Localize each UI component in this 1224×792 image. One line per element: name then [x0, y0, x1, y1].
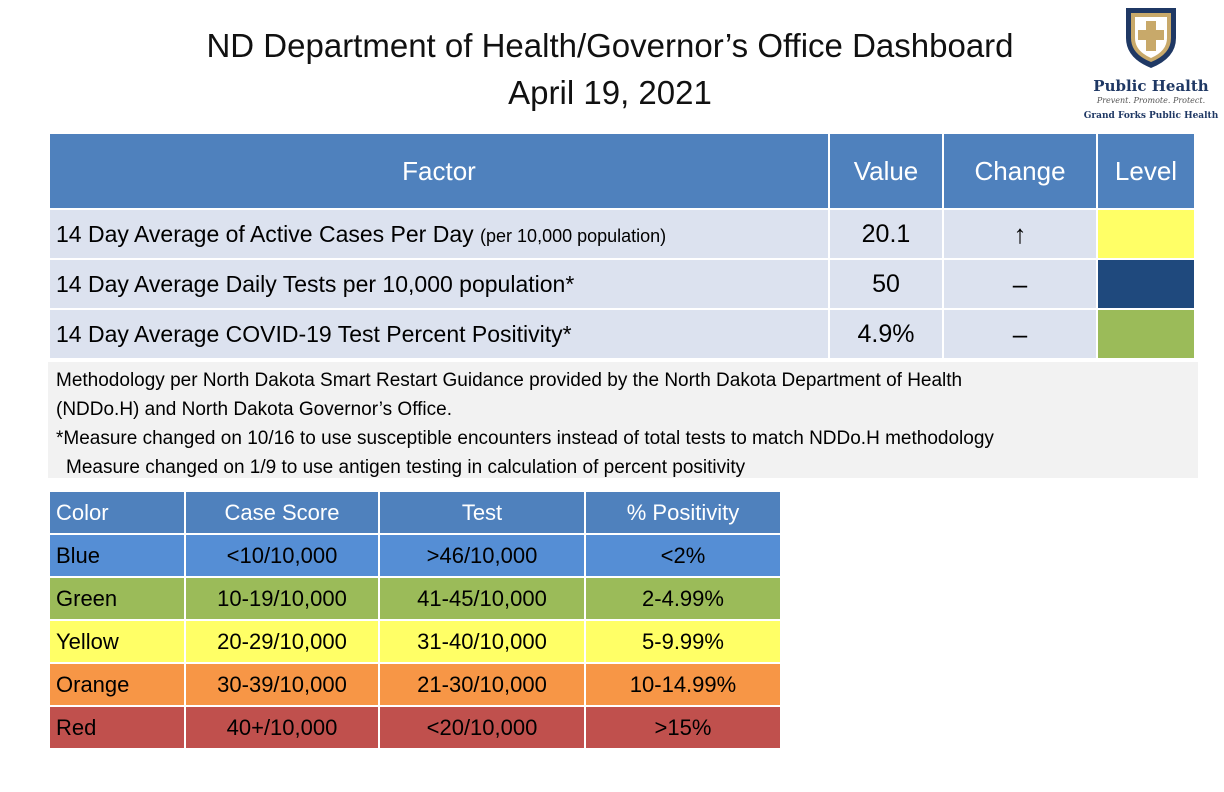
- positivity-header: % Positivity: [585, 491, 781, 534]
- table-row: [49, 309, 1195, 359]
- table-row: [49, 209, 1195, 259]
- factor-cell: [49, 259, 829, 309]
- methodology-line: Measure changed on 1/9 to use antigen testing in calculation of percent positivity: [66, 457, 746, 478]
- shield-cross-icon: [1120, 4, 1182, 70]
- level-swatch: [1098, 310, 1194, 358]
- level-swatch: [1098, 210, 1194, 258]
- public-health-logo: [1080, 4, 1222, 120]
- factor-cell: [49, 209, 829, 259]
- positivity-cell: <2%: [585, 534, 781, 577]
- methodology-note: [48, 362, 1198, 478]
- dash-icon: –: [943, 309, 1097, 359]
- change-header: Change: [943, 133, 1097, 209]
- case-score-header: Case Score: [185, 491, 379, 534]
- legend-row-yellow: [49, 620, 781, 663]
- case-score-cell: 10-19/10,000: [185, 577, 379, 620]
- factor-note: (per 10,000 population): [480, 225, 667, 246]
- level-cell: [1097, 209, 1195, 259]
- case-score-cell: 30-39/10,000: [185, 663, 379, 706]
- factor-label: 14 Day Average Daily Tests per 10,000 population*: [56, 270, 575, 297]
- value-header: Value: [829, 133, 943, 209]
- test-header: Test: [379, 491, 585, 534]
- color-name: Blue: [49, 534, 185, 577]
- page-title: [100, 22, 1120, 116]
- case-score-cell: 40+/10,000: [185, 706, 379, 749]
- level-cell: [1097, 259, 1195, 309]
- level-cell: [1097, 309, 1195, 359]
- test-cell: >46/10,000: [379, 534, 585, 577]
- legend-row-red: [49, 706, 781, 749]
- test-cell: 21-30/10,000: [379, 663, 585, 706]
- methodology-line: Methodology per North Dakota Smart Restart Guidance provided by the North Dakota Department of Health: [56, 370, 963, 391]
- factor-cell: [49, 309, 829, 359]
- positivity-cell: 5-9.99%: [585, 620, 781, 663]
- factor-label: 14 Day Average of Active Cases Per Day: [56, 220, 474, 247]
- positivity-cell: >15%: [585, 706, 781, 749]
- dash-icon: –: [943, 259, 1097, 309]
- case-score-cell: 20-29/10,000: [185, 620, 379, 663]
- value-cell: 50: [829, 259, 943, 309]
- logo-org: Grand Forks Public Health: [1083, 111, 1219, 121]
- level-swatch: [1098, 260, 1194, 308]
- color-name: Orange: [49, 663, 185, 706]
- logo-name: Public Health: [1093, 77, 1209, 95]
- value-cell: 4.9%: [829, 309, 943, 359]
- factor-table-header: [49, 133, 1195, 209]
- color-name: Red: [49, 706, 185, 749]
- methodology-line: *Measure changed on 10/16 to use susceptible encounters instead of total tests to match NDDo.H methodology: [56, 428, 994, 449]
- arrow-up-icon: ↑: [943, 209, 1097, 259]
- factor-label: 14 Day Average COVID-19 Test Percent Positivity*: [56, 320, 572, 347]
- positivity-cell: 10-14.99%: [585, 663, 781, 706]
- test-cell: 41-45/10,000: [379, 577, 585, 620]
- legend-header: [49, 491, 781, 534]
- factor-header: Factor: [49, 133, 829, 209]
- title-line-1: ND Department of Health/Governor’s Office Dashboard: [206, 27, 1014, 64]
- legend-row-blue: [49, 534, 781, 577]
- positivity-cell: 2-4.99%: [585, 577, 781, 620]
- factor-table: [48, 132, 1196, 360]
- color-name: Yellow: [49, 620, 185, 663]
- color-legend-table: [48, 490, 782, 750]
- value-cell: 20.1: [829, 209, 943, 259]
- logo-tagline: Prevent. Promote. Protect.: [1096, 96, 1206, 105]
- case-score-cell: <10/10,000: [185, 534, 379, 577]
- title-line-2: April 19, 2021: [508, 74, 712, 111]
- legend-row-orange: [49, 663, 781, 706]
- color-header: Color: [49, 491, 185, 534]
- test-cell: 31-40/10,000: [379, 620, 585, 663]
- color-name: Green: [49, 577, 185, 620]
- legend-row-green: [49, 577, 781, 620]
- table-row: [49, 259, 1195, 309]
- methodology-line: (NDDo.H) and North Dakota Governor’s Office.: [56, 399, 452, 420]
- level-header: Level: [1097, 133, 1195, 209]
- test-cell: <20/10,000: [379, 706, 585, 749]
